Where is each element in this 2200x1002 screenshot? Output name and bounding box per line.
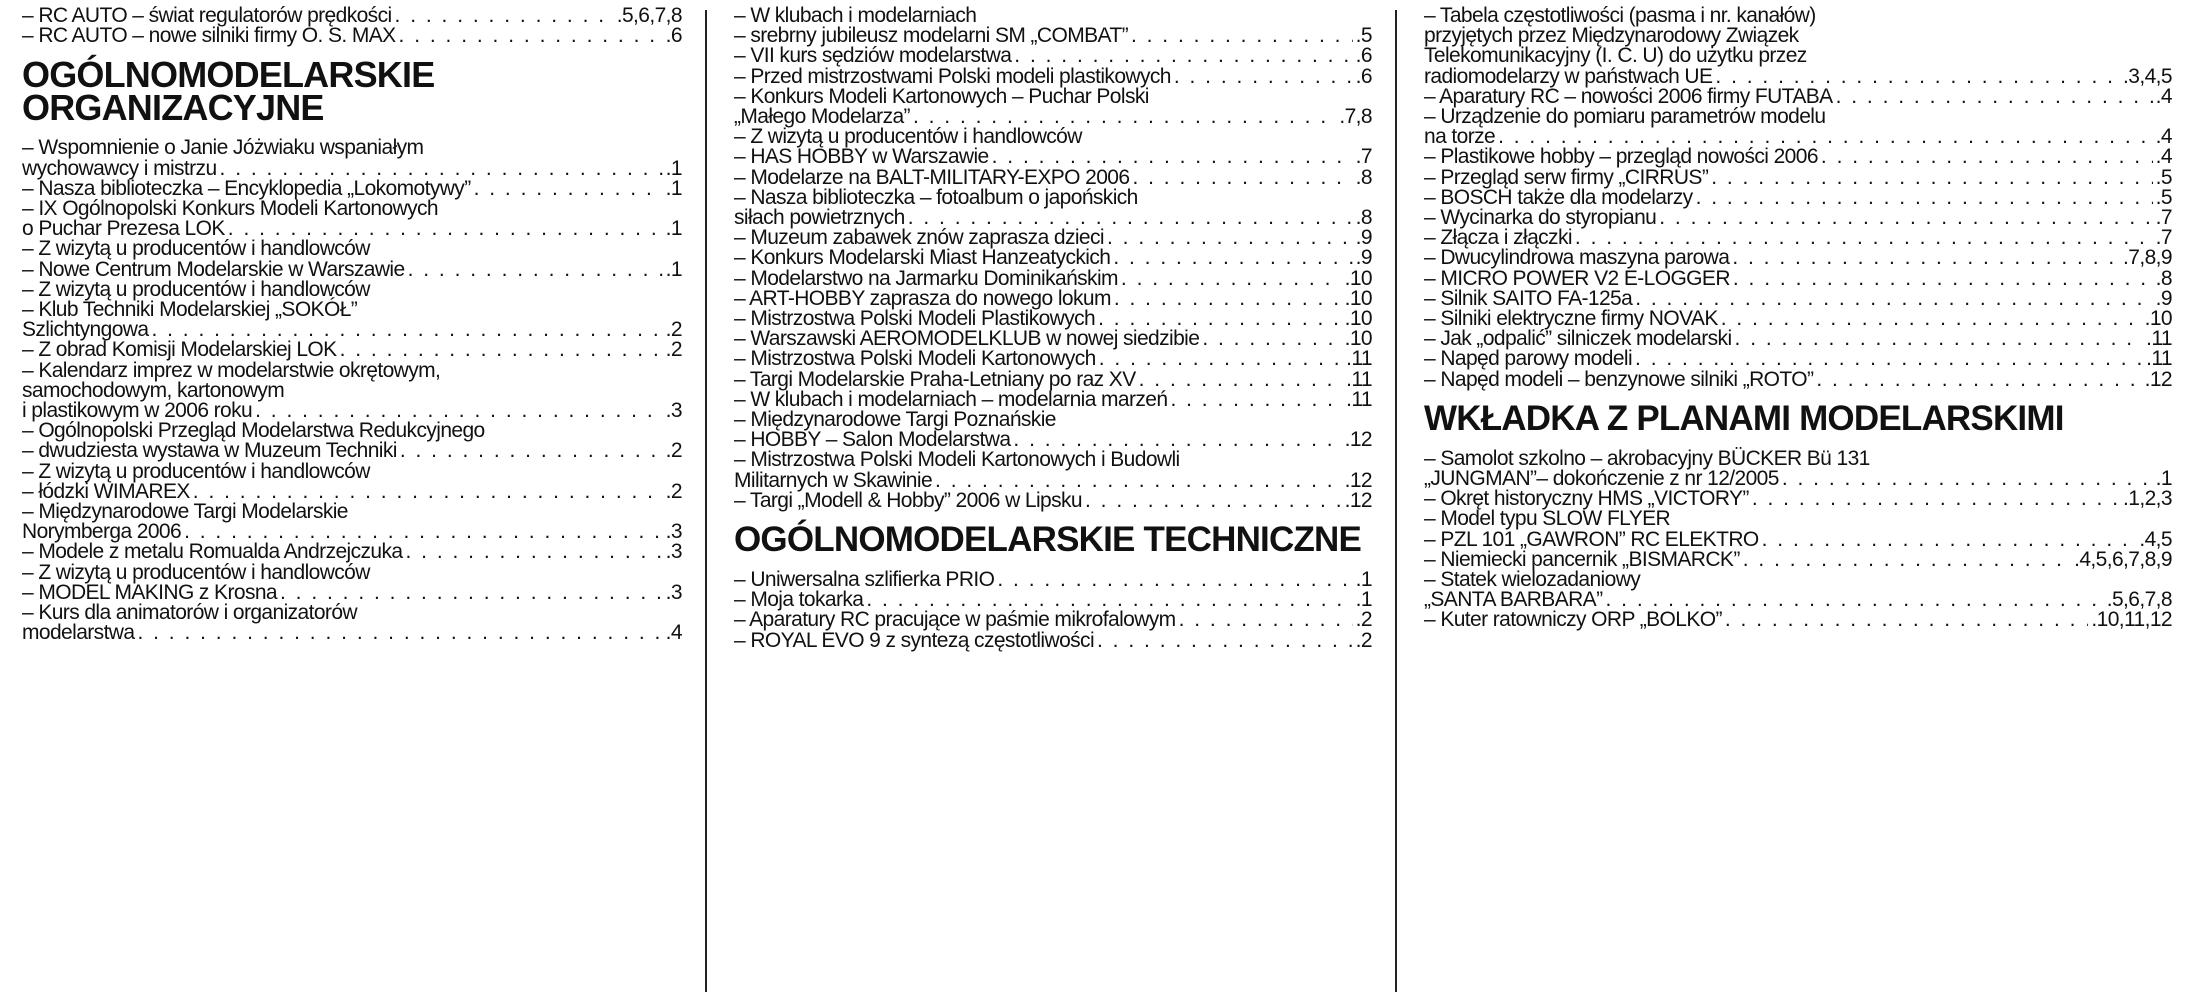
page-number: .2 [665, 338, 682, 362]
entry-title: – RC AUTO – świat regulatorów prędkości [22, 4, 392, 27]
dot-leader [399, 26, 663, 46]
page-number: .11 [1346, 387, 1372, 411]
entry-title: – Kurs dla animatorów i organizatorów [22, 601, 357, 625]
index-entry [22, 542, 682, 562]
page-number: .2 [665, 439, 682, 463]
dot-leader [228, 219, 663, 239]
index-entry [22, 239, 682, 279]
index-entry [734, 248, 1372, 268]
entry-title: – łódzki WIMAREX [22, 479, 190, 503]
dot-leader [1099, 349, 1343, 369]
page-number: .8 [1355, 206, 1372, 230]
page-number: .9 [1355, 246, 1372, 270]
index-entry [734, 329, 1372, 349]
entry-title: – Napęd modeli – benzynowe silniki „ROTO” [1424, 367, 1814, 391]
dot-leader [1732, 248, 2120, 268]
dot-leader [1721, 309, 2142, 329]
entry-title: – Targi Modelarskie Praha-Letniany po raz XV [734, 367, 1136, 391]
dot-leader [866, 590, 1352, 610]
entry-title: – ROYAL EVO 9 z syntezą częstotliwości [734, 628, 1095, 652]
dot-leader [1098, 309, 1341, 329]
index-entry [734, 410, 1372, 450]
index-entry [734, 228, 1372, 248]
dot-leader [1635, 349, 2143, 369]
dot-leader [997, 570, 1352, 590]
dot-leader [405, 542, 662, 562]
index-entry [734, 309, 1372, 329]
entry-title: – Warszawski AEROMODELKLUB w nowej siedzibie [734, 327, 1200, 351]
dot-leader [1733, 269, 2153, 289]
index-entry [1424, 84, 2172, 108]
index-entry [1424, 489, 2172, 509]
page-number: .6 [1355, 64, 1372, 88]
entry-title: – HAS HOBBY w Warszawie [734, 145, 989, 169]
page-number: .11 [1346, 347, 1372, 371]
index-entry [1424, 367, 2172, 391]
index-entry [22, 340, 682, 360]
index-entry [1424, 309, 2172, 329]
entry-title: – Targi „Modell & Hobby” 2006 w Lipsku [734, 488, 1083, 512]
index-entry [734, 570, 1372, 590]
index-entry [1424, 6, 2172, 87]
entry-title: – HOBBY – Salon Modelarstwa [734, 428, 1011, 452]
page-number: .12 [1344, 468, 1372, 492]
entry-title: „JUNGMAN”– dokończenie z nr 12/2005 [1424, 467, 1779, 491]
entry-title: – Uniwersalna szlifierka PRIO [734, 568, 995, 592]
dot-leader [220, 159, 663, 179]
dot-leader [340, 340, 663, 360]
page-number: .1 [665, 217, 682, 241]
index-entry [734, 84, 1372, 129]
page-number: .12 [1344, 488, 1372, 512]
section-heading-line: OGÓLNOMODELARSKIE [22, 54, 435, 96]
entry-title: o Puchar Prezesa LOK [22, 217, 225, 241]
page-number: .5 [2155, 185, 2172, 209]
entry-title: – Klub Techniki Modelarskiej „SOKÓŁ” [22, 298, 358, 322]
entry-title: – Kuter ratowniczy ORP „BOLKO” [1424, 608, 1722, 632]
page-number: .12 [2144, 367, 2172, 391]
entry-title: – Wycinarka do styropianu [1424, 206, 1657, 230]
dot-leader [1113, 248, 1352, 268]
page-number: .3 [665, 540, 682, 564]
page-number: .11 [2146, 327, 2172, 351]
section-heading [1424, 398, 2172, 438]
entry-title: – Kalendarz imprez w modelarstwie okrętowym, [22, 358, 441, 382]
entry-title: – Samolot szkolno – akrobacyjny BÜCKER Bü 131 [1424, 446, 1870, 470]
dot-leader [1821, 147, 2153, 167]
entry-title: – Z wizytą u producentów i handlowców [22, 237, 370, 261]
entry-title: – Napęd parowy modeli [1424, 347, 1633, 371]
entry-title: – Modelarstwo na Jarmarku Dominikańskim [734, 266, 1118, 290]
dot-leader [408, 260, 663, 280]
entry-title: – Mistrzostwa Polski Modeli Plastikowych [734, 307, 1096, 331]
page-number: .4 [2155, 84, 2172, 108]
dot-leader [1605, 590, 2103, 610]
page-number: .6 [1355, 44, 1372, 68]
page-number: .7 [1355, 145, 1372, 169]
dot-leader [1131, 26, 1353, 46]
page-number: .10 [1344, 286, 1372, 310]
dot-leader [1179, 610, 1353, 630]
index-entry [734, 185, 1372, 230]
dot-leader [1097, 631, 1353, 651]
page-number: .2 [665, 318, 682, 342]
page-number: .9 [1355, 226, 1372, 250]
page-number: .7 [2155, 226, 2172, 250]
index-entry [22, 603, 682, 643]
dot-leader [1816, 370, 2141, 390]
entry-title: – Aparatury RC – nowości 2006 firmy FUTABA [1424, 84, 1833, 108]
entry-title: „Małego Modelarza” [734, 105, 910, 129]
dot-leader [1725, 610, 2088, 630]
dot-leader [1696, 188, 2153, 208]
entry-title: siłach powietrznych [734, 206, 905, 230]
index-entry [22, 358, 682, 423]
index-entry [734, 349, 1372, 369]
entry-title: – Jak „odpalić” silniczek modelarski [1424, 327, 1732, 351]
index-entry [734, 367, 1372, 391]
entry-title: – PZL 101 „GAWRON” RC ELEKTRO [1424, 527, 1759, 551]
entry-title: – Aparatury RC pracujące w paśmie mikrofalowym [734, 608, 1176, 632]
index-entry [22, 176, 682, 200]
entry-title: – MICRO POWER V2 E-LOGGER [1424, 266, 1730, 290]
entry-title: – Model typu SLOW FLYER [1424, 507, 1671, 531]
index-entry [734, 286, 1372, 310]
entry-title: – Okręt historyczny HMS „VICTORY” [1424, 487, 1749, 511]
dot-leader [1139, 370, 1344, 390]
entry-title: – Modelarze na BALT-MILITARY-EXPO 2006 [734, 165, 1130, 189]
page-number: .4 [2155, 145, 2172, 169]
entry-title: – Nowe Centrum Modelarskie w Warszawie [22, 257, 405, 281]
section-heading-line: WKŁADKA Z PLANAMI MODELARSKIMI [1424, 398, 2064, 438]
dot-leader [935, 471, 1342, 491]
entry-title: na torze [1424, 125, 1496, 149]
entry-title: – Modele z metalu Romualda Andrzejczuka [22, 540, 403, 564]
index-entry [22, 421, 682, 461]
dot-leader [1013, 430, 1341, 450]
dot-leader [1659, 208, 2152, 228]
entry-title: – Niemiecki pancernik „BISMARCK” [1424, 547, 1740, 571]
dot-leader [913, 107, 1336, 127]
dot-leader [193, 482, 663, 502]
index-entry [1424, 286, 2172, 310]
index-entry [734, 488, 1372, 512]
index-entry [734, 450, 1372, 490]
entry-title: – IX Ogólnopolski Konkurs Modeli Kartonowych [22, 197, 438, 221]
index-entry [1424, 208, 2172, 228]
entry-title: – Złącza i złączki [1424, 226, 1572, 250]
entry-title: – Z obrad Komisji Modelarskiej LOK [22, 338, 337, 362]
entry-title: Telekomunikacyjny (I. C. U) do użytku przez [1424, 44, 1807, 68]
dot-leader [1085, 491, 1342, 511]
entry-title: – Plastikowe hobby – przegląd nowości 2006 [1424, 145, 1818, 169]
column-divider [705, 10, 707, 992]
index-entry [1424, 547, 2172, 571]
page-number: .7,8,9 [2123, 246, 2172, 270]
page-number: .5,6,7,8 [616, 4, 682, 27]
entry-title: Militarnych w Skawinie [734, 468, 933, 492]
dot-leader [1202, 329, 1341, 349]
entry-title: – Międzynarodowe Targi Poznańskie [734, 408, 1056, 432]
entry-title: – Statek wielozadaniowy [1424, 568, 1641, 592]
entry-title: – Tabela częstotliwości (pasma i nr. kanałów) [1424, 4, 1816, 27]
entry-title: samochodowym, kartonowym [22, 378, 285, 402]
page-number: .2 [665, 479, 682, 503]
dot-leader [1170, 390, 1343, 410]
index-entry [22, 459, 682, 503]
index-entry [1424, 509, 2172, 549]
index-entry [1424, 147, 2172, 167]
column-divider [1395, 10, 1397, 992]
dot-leader [1782, 469, 2153, 489]
index-entry [734, 6, 1372, 46]
dot-leader [1121, 269, 1342, 289]
index-entry [734, 628, 1372, 652]
entry-title: – Przegląd serw firmy „CIRRUS” [1424, 165, 1709, 189]
dot-leader [1498, 127, 2153, 147]
entry-title: Szlichtyngowa [22, 318, 149, 342]
dot-leader [992, 147, 1353, 167]
dot-leader [1575, 228, 2153, 248]
dot-leader [1836, 87, 2153, 107]
dot-leader [1762, 530, 2137, 550]
dot-leader [1715, 67, 2120, 87]
index-entry [734, 64, 1372, 88]
index-entry [734, 610, 1372, 630]
index-entry [734, 46, 1372, 66]
entry-title: – Silniki elektryczne firmy NOVAK [1424, 307, 1718, 331]
entry-title: – Wspomnienie o Janie Jóżwiaku wspaniałym [22, 136, 424, 160]
index-entry [22, 6, 682, 26]
index-entry [1424, 610, 2172, 630]
dot-leader [1114, 289, 1342, 309]
index-entry [734, 127, 1372, 167]
section-heading-line: OGÓLNOMODELARSKIE TECHNICZNE [734, 520, 1362, 560]
section-heading [734, 520, 1372, 560]
page-number: .1 [1355, 588, 1372, 612]
index-entry [734, 266, 1372, 290]
dot-leader [151, 320, 662, 340]
page-number: .9 [2155, 286, 2172, 310]
page-number: .1 [665, 176, 682, 200]
entry-title: – Z wizytą u producentów i handlowców [734, 125, 1082, 149]
page-number: .2 [1355, 628, 1372, 652]
dot-leader [1014, 46, 1352, 66]
page-number: .4,5 [2139, 527, 2172, 551]
page-number: .4 [665, 621, 682, 645]
section-heading-line: ORGANIZACYJNE [22, 87, 324, 129]
dot-leader [474, 179, 663, 199]
entry-title: – srebrny jubileusz modelarni SM „COMBAT” [734, 24, 1128, 48]
index-entry [1424, 165, 2172, 189]
page-number: .3 [665, 399, 682, 423]
entry-title: – Konkurs Modelarski Miast Hanzeatyckich [734, 246, 1111, 270]
index-entry [22, 26, 682, 46]
page-number: .12 [1344, 428, 1372, 452]
dot-leader [1752, 489, 2120, 509]
index-entry [1424, 228, 2172, 248]
entry-title: – Dwucylindrowa maszyna parowa [1424, 246, 1730, 270]
page-number: .7 [2155, 206, 2172, 230]
page-number: .10 [1344, 327, 1372, 351]
entry-title: – BOSCH także dla modelarzy [1424, 185, 1693, 209]
page-number: .8 [2155, 266, 2172, 290]
index-entry [734, 165, 1372, 189]
entry-title: – Międzynarodowe Targi Modelarskie [22, 500, 348, 524]
entry-title: – Urządzenie do pomiaru parametrów modelu [1424, 105, 1826, 129]
page-number: .3 [665, 580, 682, 604]
entry-title: – dwudziesta wystawa w Muzeum Techniki [22, 439, 397, 463]
entry-title: – Nasza biblioteczka – fotoalbum o japońskich [734, 185, 1138, 209]
entry-title: – Nasza biblioteczka – Encyklopedia „Lokomotywy” [22, 176, 471, 200]
page-number: .1 [2155, 467, 2172, 491]
entry-title: – Z wizytą u producentów i handlowców [22, 459, 370, 483]
entry-title: przyjętych przez Międzynarodowy Związek [1424, 24, 1799, 48]
index-entry [1424, 349, 2172, 369]
entry-title: modelarstwa [22, 621, 135, 645]
page-number: .8 [1355, 165, 1372, 189]
index-column-3 [1412, 6, 2172, 1002]
entry-title: – Ogólnopolski Przegląd Modelarstwa Redukcyjnego [22, 419, 485, 443]
entry-title: – RC AUTO – nowe silniki firmy O. S. MAX [22, 24, 396, 48]
index-column-1 [22, 6, 682, 1002]
page-number: .10 [2144, 307, 2172, 331]
dot-leader [255, 401, 663, 421]
index-entry [22, 138, 682, 178]
index-column-2 [722, 6, 1372, 1002]
index-entry [1424, 107, 2172, 147]
dot-leader [400, 441, 663, 461]
entry-title: i plastikowym w 2006 roku [22, 399, 253, 423]
entry-title: – MODEL MAKING z Krosna [22, 580, 277, 604]
dot-leader [1635, 289, 2152, 309]
page-number: .10 [1344, 307, 1372, 331]
entry-title: – Mistrzostwa Polski Modeli Kartonowych i Budowli [734, 448, 1180, 472]
dot-leader [395, 6, 614, 26]
page-number: .11 [2146, 347, 2172, 371]
dot-leader [1711, 168, 2152, 188]
index-entry [22, 277, 682, 342]
dot-leader [908, 208, 1353, 228]
dot-leader [1735, 329, 2144, 349]
dot-leader [137, 623, 662, 643]
entry-title: radiomodelarzy w państwach UE [1424, 64, 1713, 88]
entry-title: – ART-HOBBY zaprasza do nowego lokum [734, 286, 1111, 310]
page-number: .2 [1355, 608, 1372, 632]
entry-title: wychowawcy i mistrzu [22, 156, 217, 180]
index-entry [22, 560, 682, 604]
entry-title: – Mistrzostwa Polski Modeli Kartonowych [734, 347, 1096, 371]
index-entry [734, 590, 1372, 610]
page-number: .10,11,12 [2091, 608, 2172, 632]
index-entry [1424, 266, 2172, 290]
index-entry [1424, 446, 2172, 491]
index-entry [1424, 185, 2172, 209]
entry-title: – Z wizytą u producentów i handlowców [22, 560, 370, 584]
page-number: .5 [2155, 165, 2172, 189]
dot-leader [1743, 550, 2071, 570]
section-heading [22, 54, 682, 129]
page-number: .4,5,6,7,8,9 [2074, 547, 2172, 571]
entry-title: „SANTA BARBARA” [1424, 588, 1603, 612]
entry-title: – Silnik SAITO FA-125a [1424, 286, 1633, 310]
entry-title: – W klubach i modelarniach – modelarnia marzeń [734, 387, 1168, 411]
entry-title: – Muzeum zabawek znów zaprasza dzieci [734, 226, 1104, 250]
dot-leader [280, 583, 663, 603]
page-number: .5,6,7,8 [2106, 588, 2172, 612]
index-entry [1424, 570, 2172, 610]
index-entry [1424, 248, 2172, 268]
index-entry [1424, 329, 2172, 349]
dot-leader [1174, 67, 1353, 87]
page-number: .3,4,5 [2123, 64, 2172, 88]
page-number: .11 [1346, 367, 1372, 391]
page-number: .1,2,3 [2123, 487, 2172, 511]
index-entry [734, 387, 1372, 411]
dot-leader [1132, 168, 1352, 188]
page-number: .1 [665, 156, 682, 180]
entry-title: – VII kurs sędziów modelarstwa [734, 44, 1012, 68]
page-number: .5 [1355, 24, 1372, 48]
entry-title: Norymberga 2006 [22, 520, 182, 544]
page-number: .10 [1344, 266, 1372, 290]
dot-leader [1107, 228, 1353, 248]
entry-title: – Przed mistrzostwami Polski modeli plastikowych [734, 64, 1171, 88]
index-entry [22, 502, 682, 542]
page-number: .7,8 [1339, 105, 1372, 129]
page-number: .6 [665, 24, 682, 48]
entry-title: – Z wizytą u producentów i handlowców [22, 277, 370, 301]
entry-title: – W klubach i modelarniach [734, 4, 977, 27]
dot-leader [184, 522, 663, 542]
page-number: .4 [2155, 125, 2172, 149]
page-number: .3 [665, 520, 682, 544]
entry-title: – Konkurs Modeli Kartonowych – Puchar Polski [734, 84, 1149, 108]
entry-title: – Moja tokarka [734, 588, 864, 612]
page-number: .1 [665, 257, 682, 281]
index-entry [22, 199, 682, 239]
page-number: .1 [1355, 568, 1372, 592]
